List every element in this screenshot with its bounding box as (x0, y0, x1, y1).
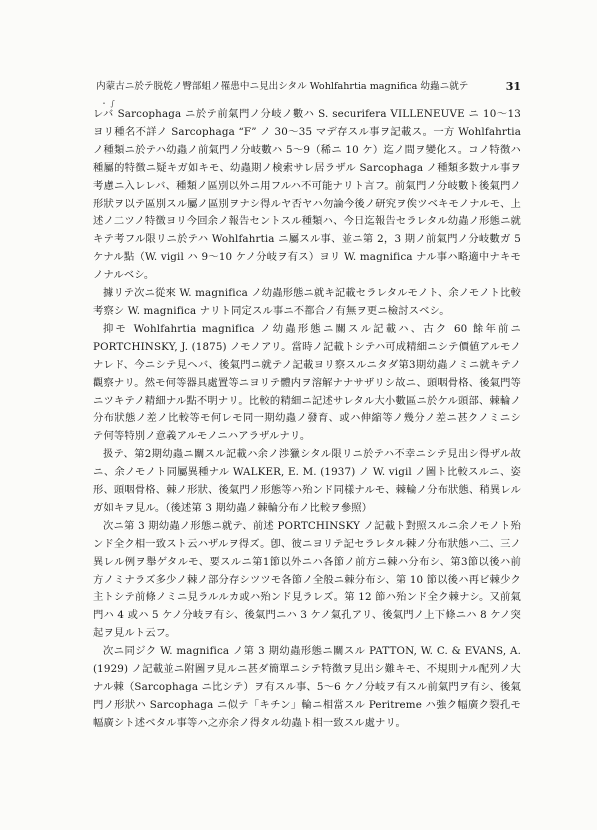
paragraph-6: 次ニ同ジク W. magnifica ノ第 3 期幼蟲形態ニ關スル PATTON, W. C. & EVANS, A. (1929) ノ記載並ニ附圖ヲ見ルニ甚ダ簡單ニシテ特徴ヲ見出シ難キモ、不規則ナル配列ノ大ナル棘（Sarcophaga ニ比シテ）ヲ有スル事、5〜6 ケノ分岐ヲ有スル前氣門ヲ有シ、後氣門ノ形狀ハ Sarcophaga ニ似テ「キチン」輪ニ相當スル Peritreme ハ強ク幅廣ク裂孔モ幅廣シト述ベタル事等ハ之亦余ノ得タル幼蟲ト相一致スル處ナリ。 (93, 645, 521, 729)
body-text (93, 106, 521, 733)
paragraph-1: レバ Sarcophaga ニ於テ前氣門ノ分岐ノ數ハ S. securifera VILLENEUVE ニ 10〜13 ヨリ種名不詳ノ Sarcophaga “F” ノ 30〜35 マデ存スル事ヲ記載ス。一方 Wohlfahrtia ノ種類ニ於テハ幼蟲ノ前氣門ノ分岐數ハ 5〜9（稀ニ 10 ケ）迄ノ間ヲ變化ス。コノ特徴ハ種屬的特徴ニ疑キガ如キモ、幼蟲期ノ検索サレ居ラザル Sarcophaga ノ種類多数ナル事ヲ考慮ニ入レレバ、種類ノ區別以外ニ用フルハ不可能ナリト言フ。前氣門ノ分岐數ト後氣門ノ形狀ヲ以テ區別スル屬ノ區別ヲナシ得ルヤ否ヤハ勿論今後ノ研究ヲ俟ツベキモノナルモ、上述ノ二ツノ特徴ヨリ今回余ノ報告セントスル種類ハ、今日迄報告セラレタル幼蟲ノ形態ニ就キテ考フル限リニ於テハ Wohlfahrtia ニ屬スル事、並ニ第 2，3 期ノ前氣門ノ分岐數ガ 5 ケナル點（W. vigil ハ 9〜10 ケノ分岐ヲ有ス）ヨリ W. magnifica ナル事ハ略適中ナキモノナルベシ。 (93, 108, 521, 282)
paragraph-5: 次ニ第 3 期幼蟲ノ形態ニ就テ、前述 PORTCHINSKY ノ記載ト對照スルニ余ノモノト殆ンド全ク相一致スト云ハザルヲ得ズ。卽、彼ニヨリテ記セラレタル棘ノ分布狀態ハ二、三ノ異レル例ヲ舉ゲタルモ、要スルニ第1節以外ニハ各節ノ前方ニ棘ハ分布シ、第3節以後ハ前方ノミナラズ多少ノ棘ノ部分存シツツモ各節ノ全般ニ棘分布シ、第 10 節以後ハ再ビ棘少ク主トシテ前條ノミニ見ラルルカ或ハ殆ンド見ラレズ。第 12 節ハ殆ンド全ク棘ナシ。又前氣門ハ 4 或ハ 5 ケノ分岐ヲ有シ、後氣門ニハ 3 ケノ氣孔アリ、後氣門ノ上下條ニハ 8 ケノ突起ヲ見ルト云フ。 (93, 519, 521, 640)
paragraph-4: 扱テ、第2期幼蟲ニ關スル記載ハ余ノ渉獵シタル限リニ於テハ不幸ニシテ見出シ得ザル故ニ、余ノモノト同屬異種ナル WALKER, E. M. (1937) ノ W. vigil ノ圖ト比較スルニ、姿形、頭咽骨格、棘ノ形狀、後氣門ノ形態等ハ殆ンド同樣ナルモ、棘輪ノ分布狀態、稍異レルガ如キヲ見ル。（後述第 3 期幼蟲ノ棘輪分布ノ比較ヲ參照） (93, 448, 521, 514)
running-header (96, 78, 521, 96)
page-number: 31 (505, 80, 521, 93)
margin-mark: ・ ∫ (100, 99, 115, 108)
paragraph-2: 據リテ次ニ從來 W. magnifica ノ幼蟲形態ニ就キ記載セラレタルモノト、余ノモノト比較考察シ W. magnifica ナリト同定スル事ニ不都合ノ有無ヲ更ニ檢討スベシ。 (93, 287, 521, 317)
paragraph-3: 抑モ Wohlfahrtia magnifica ノ幼蟲形態ニ關スル記載ハ、古ク 60 餘年前ニ PORTCHINSKY, J. (1875) ノモノアリ。當時ノ記載トシテハ可成精細ニシテ價値アルモノナレド、今ニシテ見ヘバ、後氣門ニ就テノ記載ヨリ察スルニタダ第3期幼蟲ノミニ就キテノ觀察ナリ。然モ何等器具處置等ニヨリテ體内ヲ溶解ナナサザリシ故ニ、頭咽骨格、後氣門等ニツキテノ精細ナル點不明ナリ。比較的精細ニ記述サレタル大小數區ニ於ケル頭部、棘輪ノ分布狀態ノ差ノ比較等モ何レモ同一期幼蟲ノ發育、或ハ伸縮等ノ幾分ノ差ニ甚クノミニシテ何等特別ノ意義アルモノニハアラザルナリ。 (93, 322, 521, 443)
header-title: 内蒙古ニ於テ脱乾ノ臀部蛆ノ罹患中ニ見出シタル Wohlfahrtia magnifica 幼蟲ニ就テ (96, 81, 469, 92)
